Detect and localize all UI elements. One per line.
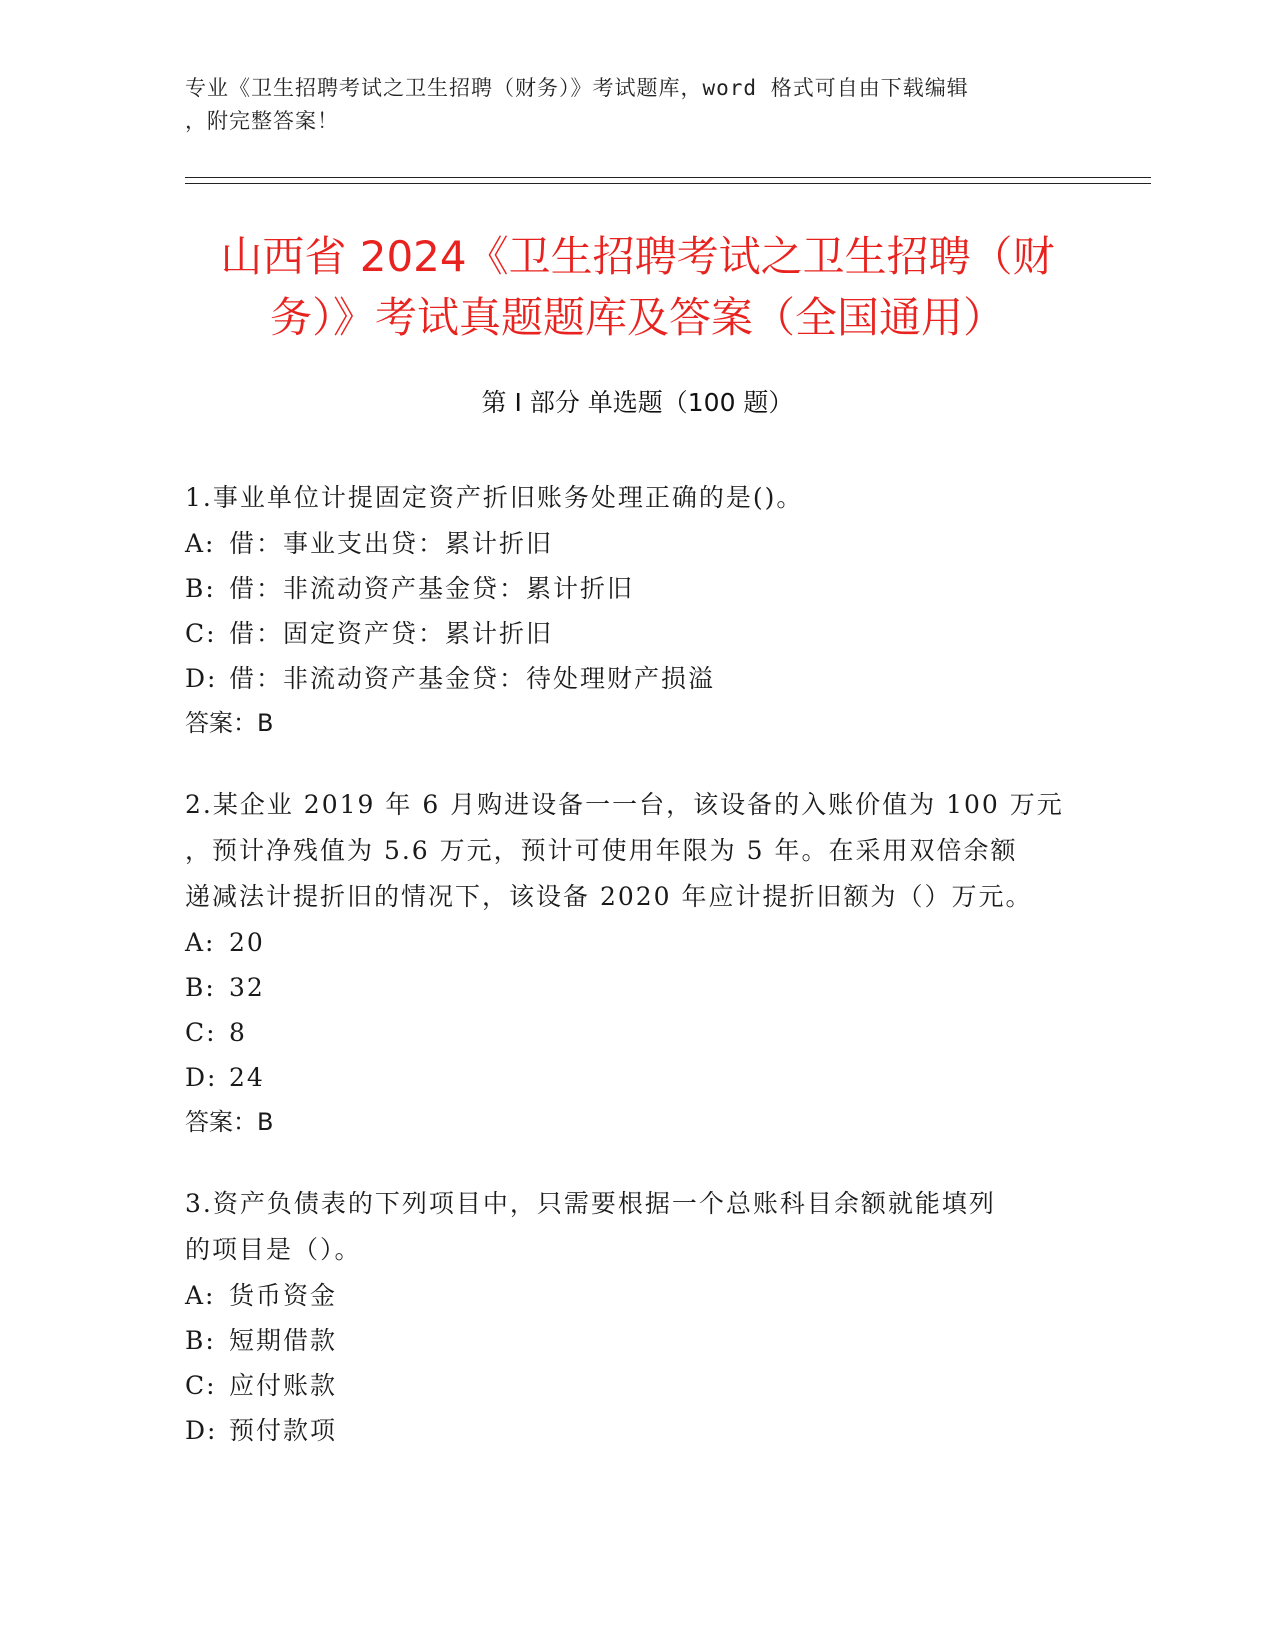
option-text: 20 <box>229 928 265 957</box>
header-note <box>185 72 1065 138</box>
option-c <box>185 611 1085 656</box>
option-text: 借：非流动资产基金贷：累计折旧 <box>229 574 635 603</box>
option-d <box>185 1055 1085 1100</box>
question-stem-line: 递减法计提折旧的情况下，该设备 2020 年应计提折旧额为（）万元。 <box>185 882 1033 911</box>
option-letter: C: <box>185 1018 217 1047</box>
option-text: 32 <box>229 973 265 1002</box>
question-stem-line: 1.事业单位计提固定资产折旧账务处理正确的是()。 <box>185 483 804 512</box>
question-stem-line: 3.资产负债表的下列项目中，只需要根据一个总账科目余额就能填列 <box>185 1189 996 1218</box>
option-letter: D: <box>185 1416 218 1445</box>
header-note-line-2: ，附完整答案！ <box>185 109 339 133</box>
option-a <box>185 920 1085 965</box>
section-title: 第 I 部分 单选题（100 题） <box>481 388 794 417</box>
option-text: 应付账款 <box>229 1371 338 1400</box>
option-b <box>185 566 1085 611</box>
option-b <box>185 965 1085 1010</box>
option-text: 预付款项 <box>229 1416 338 1445</box>
header-divider-bottom <box>185 183 1151 184</box>
header-divider-top <box>185 177 1151 178</box>
option-c <box>185 1363 1085 1408</box>
option-text: 借：固定资产贷：累计折旧 <box>229 619 554 648</box>
question-stem-line: ，预计净残值为 5.6 万元，预计可使用年限为 5 年。在采用双倍余额 <box>185 836 1018 865</box>
option-d <box>185 1408 1085 1453</box>
option-text: 24 <box>229 1063 265 1092</box>
document-title-line-1: 山西省 2024《卫生招聘考试之卫生招聘（财 <box>220 232 1055 281</box>
question-3 <box>185 1181 1085 1453</box>
document-title-line-2: 务）》考试真题题库及答案（全国通用） <box>269 293 1005 342</box>
option-d <box>185 656 1085 701</box>
option-c <box>185 1010 1085 1055</box>
question-2 <box>185 782 1085 1145</box>
question-1 <box>185 475 1085 746</box>
option-text: 短期借款 <box>229 1326 338 1355</box>
option-letter: A: <box>185 1281 216 1310</box>
option-text: 8 <box>229 1018 247 1047</box>
question-stem-line: 的项目是（）。 <box>185 1235 362 1264</box>
option-a <box>185 1273 1085 1318</box>
answer-text: 答案：B <box>185 1108 274 1136</box>
answer-text: 答案：B <box>185 709 274 737</box>
option-text: 借：事业支出贷：累计折旧 <box>229 529 554 558</box>
option-a <box>185 521 1085 566</box>
option-letter: C: <box>185 1371 217 1400</box>
option-letter: A: <box>185 928 216 957</box>
question-stem-line: 2.某企业 2019 年 6 月购进设备一一台，该设备的入账价值为 100 万元 <box>185 790 1064 819</box>
header-note-line-1: 专业《卫生招聘考试之卫生招聘（财务）》考试题库，word 格式可自由下载编辑 <box>185 76 969 100</box>
option-letter: A: <box>185 529 216 558</box>
option-text: 货币资金 <box>229 1281 338 1310</box>
option-b <box>185 1318 1085 1363</box>
question-list <box>185 475 1085 1489</box>
option-letter: B: <box>185 574 216 603</box>
option-letter: B: <box>185 973 216 1002</box>
option-letter: B: <box>185 1326 216 1355</box>
document-title <box>185 226 1090 348</box>
option-letter: D: <box>185 1063 218 1092</box>
option-text: 借：非流动资产基金贷：待处理财产损溢 <box>229 664 716 693</box>
option-letter: C: <box>185 619 217 648</box>
option-letter: D: <box>185 664 218 693</box>
